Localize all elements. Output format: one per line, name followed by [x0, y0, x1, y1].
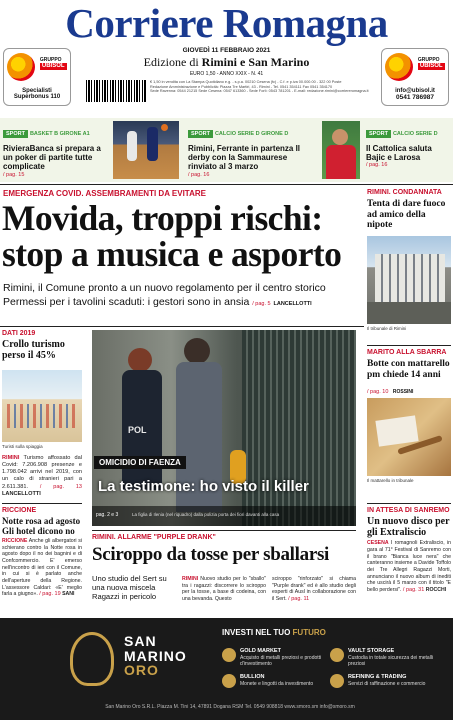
turismo-text: RIMINI Turismo affossato dal Covid: 7.206.908 presenze e 1.798.042 arrivi nel 2019, con un calo di stranieri pari a 2.611.381. / pag. 13 LANCELLOTTI [2, 455, 82, 497]
ad-item-refining: REFINING & TRADING Servizi di raffinazione e commercio [330, 674, 440, 688]
sport-tag: SPORT [366, 130, 391, 138]
main-headline-line: stop a musica e asporto [2, 234, 342, 274]
omicidio-page: pag. 2 e 3 [96, 512, 119, 518]
sciroppo-col1: RIMINI Nuovo studio per lo "sballo" tra i ragazzi: discorrere lo sciroppo per la tosse, a base di codeina, con una bevanda. Questo [182, 576, 267, 602]
sport-page: / pag. 16 [188, 171, 210, 178]
omicidio-headline[interactable]: La testimone: ho visto il killer [98, 478, 309, 495]
ferrante-photo [322, 121, 360, 179]
spiaggia-caption: Turisti sulla spiaggia [2, 444, 43, 449]
riccione-text: RICCIONE Anche gli albergatori si schierano contro la Notte rosa in agosto dopo il no dei bagnini e di Confcommercio. E' emerso nell'incontro di ieri con il Comune, in cui si è parlato anche dell'aperture della Regione. L'assessore Caldari: «E' meglio farla a giugno». / pag. 19 SANI [2, 538, 82, 598]
condanna-kicker: RIMINI. CONDANNATA [367, 189, 442, 196]
ubisol-logo-icon [7, 53, 35, 81]
publisher-line: € 1,50 in vendita con La Stampa Quotidiano e.g. - s.p.a. 00210 Cesena (fc) - C.f. e p.iva 00.000.00 - 322 00 Poste [150, 80, 342, 84]
main-sub-line: Rimini, il Comune pronto a un nuovo regolamento per il centro storico [3, 282, 326, 294]
ad-ubisol-right[interactable] [381, 48, 449, 106]
ubisol-logo-icon [385, 53, 413, 81]
sanremo-kicker: IN ATTESA DI SANREMO [367, 507, 450, 514]
sciroppo-col2: sciroppo "rinforzato" si chiama "Purple drank" ed è allo studio degli esperti di Ausl in collaborazione con il Sert. / pag. 11 [272, 576, 356, 602]
omicidio-caption: La figlia di Ilenia (nel riquadro) dalla polizia porta dei fiori davanti alla casa [132, 512, 280, 517]
basket-photo [113, 121, 179, 179]
divider [0, 184, 453, 185]
masthead-price: EURO 1,50 - ANNO XXIX - N. 41 [189, 71, 264, 77]
sanremo-text: CESENA I romagnoli Extraliscio, in gara al 71° Festival di Sanremo con il brano "Bianca luce nera" che canteranno insieme a Davide Toffolo dei Tre Allegri Ragazzi Morti, annunciano il nuovo album di inediti che uscirà il 5 marzo con il titolo "E bello perdersi". / pag. 31 ROCCHI [367, 540, 451, 593]
sport-sub: BASKET B GIRONE A1 [29, 131, 90, 137]
sport-headline: RivieraBanca si prepara a un poker di partite tutte complicate [3, 144, 101, 172]
story-mattarello[interactable] [367, 349, 451, 398]
sport-item-rimini[interactable] [188, 122, 318, 178]
coin-icon [222, 674, 236, 688]
sport-tag: SPORT [3, 130, 28, 138]
mattarello-photo [367, 398, 451, 476]
vault-icon [330, 648, 344, 662]
publisher-line: Sede Ravenna: 0544 21215 Sede Cesena: 0547 613360 - Sede Forlì: 0543 781201 - E-mail: redazione.rimini@corriereromagna.it [150, 89, 369, 94]
masthead-edition [100, 55, 353, 70]
sport-headline: Rimini, Ferrante in partenza Il derby con la Sammaurese rinviato al 3 marzo [188, 144, 301, 172]
main-headline-line: Movida, troppi rischi: [2, 198, 323, 238]
ad-right-line1: info@ubisol.it [395, 88, 435, 94]
ad-footer: San Marino Oro S.R.L. Piazza M. Tini 14, 47891 Dogana RSM Tel. 0549 908818 www.smoro.sm info@smoro.sm [105, 704, 355, 710]
main-author: LANCELLOTTI [273, 300, 312, 307]
tribunale-photo [367, 236, 451, 324]
publisher-line: Redazione Amministrazione e Pubblicità: Piazza Tre Martiri, 43 - Rimini - Tel. 0541 354111 Fax 0541 354170 [150, 84, 333, 89]
story-sanremo[interactable] [367, 507, 451, 594]
masthead-title: Corriere Romagna [65, 0, 388, 46]
sport-sub: CALCIO SERIE D GIRONE D [214, 131, 289, 137]
mattarello-kicker: MARITO ALLA SBARRA [367, 349, 447, 356]
divider [0, 326, 364, 327]
barcode [86, 80, 146, 102]
invest-slogan: INVESTI NEL TUO FUTURO [222, 628, 326, 637]
ad-item-bullion: BULLION Monete e lingotti da investimento [222, 674, 322, 688]
polizia-patch: POL [128, 425, 147, 435]
main-subhead [3, 282, 363, 309]
turismo-lead: RIMINI [2, 455, 20, 461]
mattarello-caption: Il mattarello in tribunale [367, 478, 414, 483]
turismo-kicker: DATI 2019 [2, 330, 36, 337]
ad-san-marino-oro[interactable] [0, 618, 453, 720]
divider [367, 345, 451, 346]
sport-page: / pag. 15 [3, 171, 25, 178]
main-kicker: EMERGENZA COVID. ASSEMBRAMENTI DA EVITARE [3, 189, 206, 198]
ubisol-brand: GRUPPO UBISOL [39, 57, 65, 69]
edition-prefix: Edizione di [143, 55, 202, 69]
story-turismo[interactable] [2, 330, 82, 361]
omicidio-photo[interactable] [92, 330, 356, 526]
sciroppo-kicker: RIMINI. ALLARME "PURPLE DRANK" [92, 534, 216, 541]
ad-left-line1: Specialisti [22, 88, 52, 94]
sport-page: / pag. 16 [366, 162, 388, 169]
divider [92, 530, 356, 531]
sciroppo-headline[interactable]: Sciroppo da tosse per sballarsi [92, 544, 330, 565]
riccione-headline: Notte rosa ad agosto Gli hotel dicono no [2, 516, 81, 537]
main-sub-line: Permessi per i tavolini scaduti: i gestori sono in ansia / pag. 5 LANCELLOTTI [3, 295, 312, 308]
story-riccione[interactable] [2, 507, 82, 598]
ad-right-line2: 0541 786987 [396, 94, 434, 101]
omicidio-tag: OMICIDIO DI FAENZA [94, 456, 186, 469]
gold-bar-icon [222, 648, 236, 662]
condanna-headline: Tenta di dare fuoco ad amico della nipote [367, 199, 446, 231]
masthead-date: GIOVEDÌ 11 FEBBRAIO 2021 [182, 47, 271, 54]
ubisol-brand: GRUPPO UBISOL [417, 57, 443, 69]
sport-headline: Il Cattolica saluta Bajic e Larosa [366, 144, 432, 163]
publisher-info [150, 80, 372, 94]
mattarello-headline: Botte con mattarello pm chiede 14 anni [367, 359, 450, 380]
ad-item-gold-market: GOLD MARKET Acquisto di metalli preziosi e prodotti d'investimento [222, 648, 322, 667]
ad-ubisol-left[interactable] [3, 48, 71, 106]
sciroppo-deck: Uno studio del Sert su una nuova miscela Ragazzi in pericolo [92, 574, 167, 602]
riccione-kicker: RICCIONE [2, 507, 37, 514]
sanremo-headline: Un nuovo disco per gli Extraliscio [367, 516, 450, 539]
ad-item-vault-storage: VAULT STORAGE Custodia in totale sicurezza dei metalli preziosi [330, 648, 440, 667]
mattarello-author: ROSSINI [392, 389, 414, 396]
refining-icon [330, 674, 344, 688]
edition-place: Rimini e San Marino [201, 55, 310, 69]
sport-item-basket[interactable] [3, 122, 111, 178]
ad-left-line2: Superbonus 110 [13, 94, 61, 100]
main-headline[interactable] [2, 200, 362, 272]
mattarello-page: / pag. 10 [367, 389, 389, 396]
main-page: / pag. 5 [252, 300, 271, 307]
tribunale-caption: Il tribunale di Rimini [367, 326, 407, 331]
sport-item-cattolica[interactable] [366, 122, 451, 168]
turismo-headline: Crollo turismo perso il 45% [2, 339, 65, 362]
san-marino-oro-logo-icon [70, 632, 114, 686]
sport-sub: CALCIO SERIE D [392, 131, 438, 137]
sport-tag: SPORT [188, 130, 213, 138]
omicidio-footer [92, 506, 356, 526]
spiaggia-photo [2, 370, 82, 442]
divider [2, 503, 82, 504]
san-marino-oro-brand: SAN MARINO ORO [124, 633, 187, 679]
divider [367, 503, 451, 504]
